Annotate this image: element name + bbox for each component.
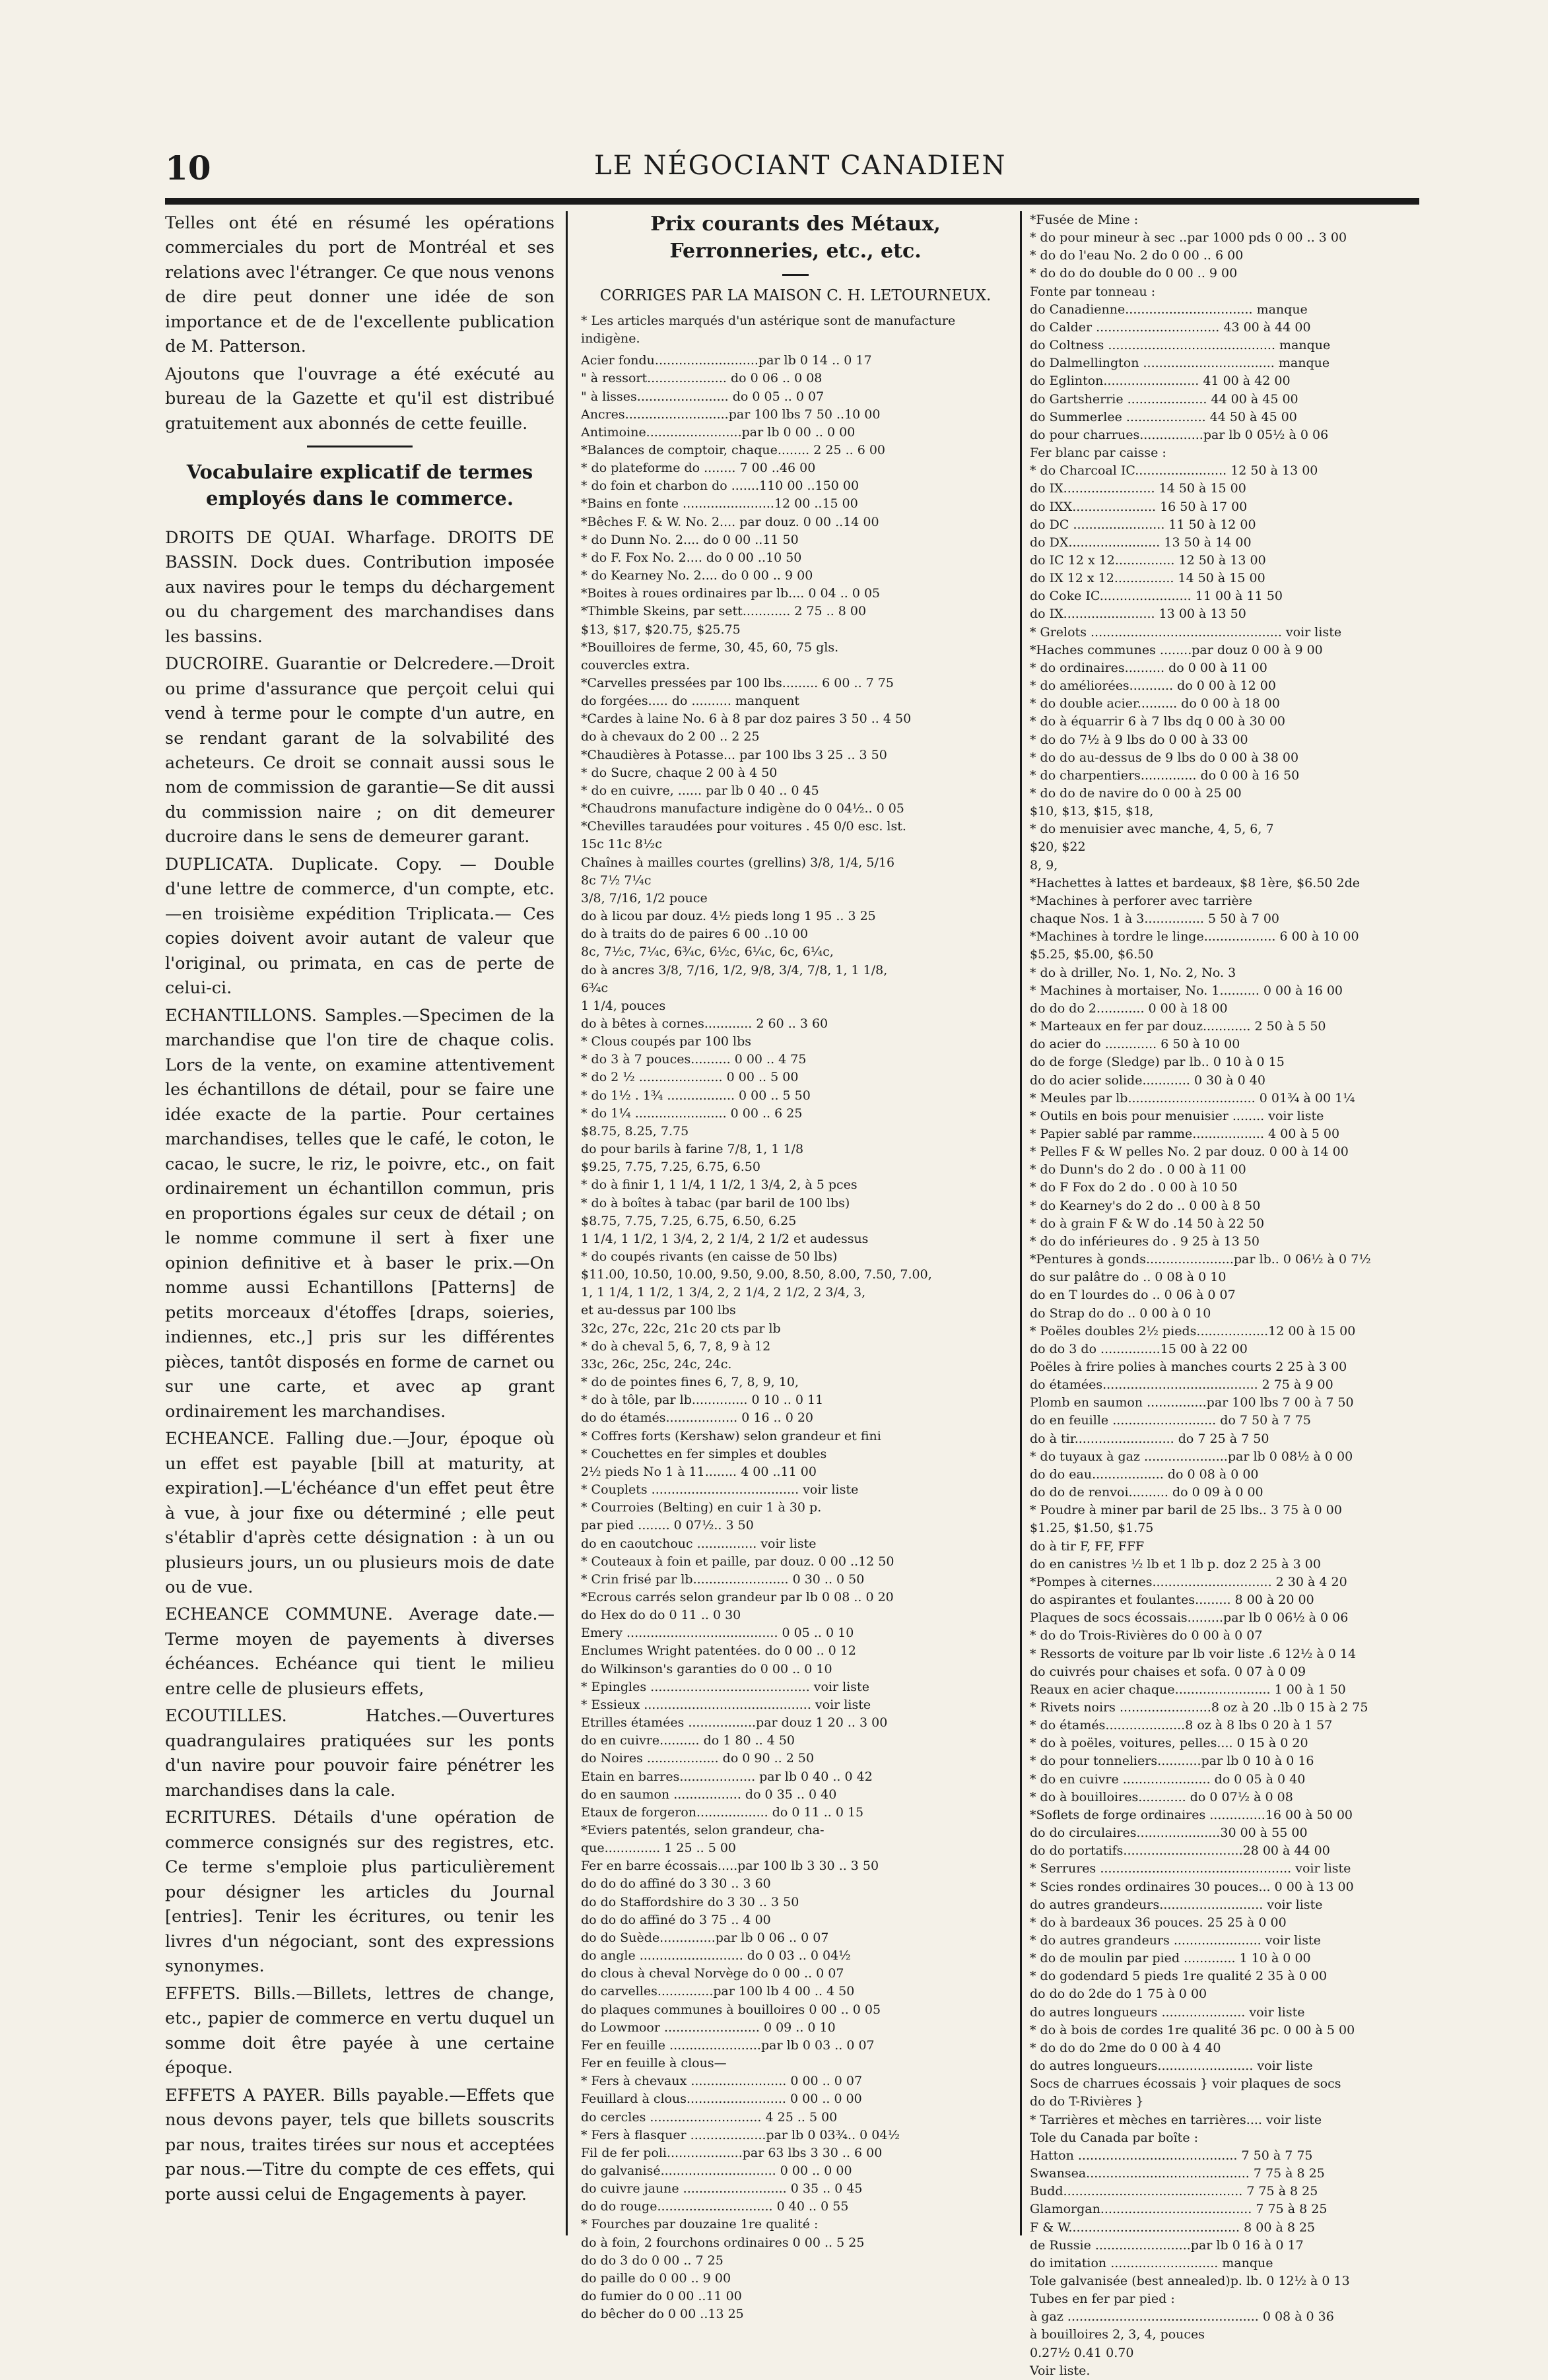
price-row: $11.00, 10.50, 10.00, 9.50, 9.00, 8.50, 8.00, 7.50, 7.00, (581, 1267, 932, 1282)
price-row: 8c, 7½c, 7¼c, 6¾c, 6½c, 6¼c, 6c, 6¼c, (581, 944, 834, 960)
price-row: *Haches communes ........par douz 0 00 à 9 00 (1030, 642, 1323, 657)
price-column-2 (1030, 211, 1426, 2378)
price-row: do à traits do de paires 6 00 ..10 00 (581, 927, 809, 942)
price-row: *Boites à roues ordinaires par lb.... 0 04 .. 0 05 (581, 586, 881, 601)
price-row: * Clous coupés par 100 lbs (581, 1034, 752, 1049)
prices-title: Prix courants des Métaux, Ferronneries, etc., etc. (650, 213, 941, 263)
price-row: 8, 9, (1030, 857, 1058, 873)
price-row: do Coke IC....................... 11 00 à 11 50 (1030, 589, 1283, 604)
price-row: do do do 2de do 1 75 à 0 00 (1030, 1987, 1207, 2002)
price-row: * Marteaux en fer par douz............ 2 50 à 5 50 (1030, 1019, 1326, 1034)
price-row: *Bains en fonte .......................12 00 ..15 00 (581, 496, 858, 512)
price-row: Swansea......................................... 7 75 à 8 25 (1030, 2166, 1325, 2181)
price-column-1 (581, 211, 1010, 2322)
price-row: * Couteaux à foin et paille, par douz. 0 00 ..12 50 (581, 1554, 894, 1569)
price-row: *Thimble Skeins, par sett............ 2 75 .. 8 00 (581, 604, 867, 619)
price-row: * do à boîtes à tabac (par baril de 100 lbs) (581, 1195, 850, 1210)
price-row: *Chaudières à Potasse... par 100 lbs 3 25 .. 3 50 (581, 747, 887, 762)
price-row: do plaques communes à bouilloires 0 00 .. 0 05 (581, 2002, 881, 2017)
header-rule (165, 198, 1419, 205)
price-list (581, 352, 1010, 2323)
text-column-vocabulary (165, 211, 555, 2235)
price-row: do pour barils à farine 7/8, 1, 1 1/8 (581, 1142, 804, 1157)
price-row: * Essieux .......................................... voir liste (581, 1697, 871, 1712)
price-row: Antimoine........................par lb 0 00 .. 0 00 (581, 424, 856, 440)
price-row: do Coltness .......................................... manque (1030, 338, 1331, 353)
price-row: " à lisses....................... do 0 05 .. 0 07 (581, 389, 824, 404)
price-row: *Machines à perforer avec tarrière (1030, 893, 1253, 908)
price-row: do autres grandeurs.......................... voir liste (1030, 1897, 1323, 1912)
price-row: do paille do 0 00 .. 9 00 (581, 2270, 731, 2286)
price-row: do do do affiné do 3 75 .. 4 00 (581, 1912, 771, 1927)
price-row: Plaques de socs écossais.........par lb 0 06½ à 0 06 (1030, 1610, 1349, 1626)
vocabulary-entry: ECHEANCE COMMUNE. Average date.—Terme moyen de payements à diverses échéances. Echéance qui tient le milieu entre celle de plusieurs effets, (165, 1604, 555, 1699)
price-row: do à licou par douz. 4½ pieds long 1 95 .. 3 25 (581, 909, 876, 924)
price-row: *Fusée de Mine : (1030, 213, 1139, 227)
price-row: do à chevaux do 2 00 .. 2 25 (581, 729, 760, 744)
price-row: * do 2 ½ ..................... 0 00 .. 5 00 (581, 1070, 799, 1085)
price-row: Etaux de forgeron.................. do 0 11 .. 0 15 (581, 1804, 864, 1820)
price-row: * Couchettes en fer simples et doubles (581, 1446, 827, 1461)
price-row: 8c 7½ 7¼c (581, 873, 652, 888)
price-row: $20, $22 (1030, 840, 1086, 855)
price-row: à gaz ................................................ 0 08 à 0 36 (1030, 2309, 1334, 2325)
price-row: do DC ....................... 11 50 à 12 00 (1030, 517, 1256, 532)
journal-title: LE NÉGOCIANT CANADIEN (594, 150, 1007, 181)
price-row: *Carvelles pressées par 100 lbs......... 6 00 .. 7 75 (581, 676, 894, 690)
prices-note: * Les articles marqués d'un astérique sont de manufacture indigène. (581, 313, 956, 347)
price-row: Feuillard à clous......................... 0 00 .. 0 00 (581, 2092, 862, 2107)
price-row: 6¾c (581, 980, 609, 995)
price-row: do à tir......................... do 7 25 à 7 50 (1030, 1431, 1269, 1446)
price-row: * do plateforme do ........ 7 00 ..46 00 (581, 461, 816, 476)
price-row: Budd............................................. 7 75 à 8 25 (1030, 2184, 1318, 2199)
price-row: * Courroies (Belting) en cuir 1 à 30 p. (581, 1500, 822, 1515)
price-row: Fonte par tonneau : (1030, 284, 1156, 299)
price-row: * do do Trois-Rivières do 0 00 à 0 07 (1030, 1628, 1263, 1643)
price-row: do imitation ........................... manque (1030, 2255, 1273, 2270)
price-row: * do do au-dessus de 9 lbs do 0 00 à 38 00 (1030, 750, 1299, 765)
price-row: do do eau.................. do 0 08 à 0 00 (1030, 1467, 1259, 1482)
price-row: Voir liste. (1030, 2363, 1091, 2378)
price-row: do IC 12 x 12............... 12 50 à 13 00 (1030, 552, 1266, 568)
price-row: * Machines à mortaiser, No. 1.......... 0 00 à 16 00 (1030, 983, 1343, 998)
price-row: do Gartsherrie .................... 44 00 à 45 00 (1030, 391, 1298, 407)
price-row: do DX....................... 13 50 à 14 00 (1030, 535, 1252, 550)
column-rule (566, 211, 568, 2235)
price-row: * do tuyaux à gaz .....................par lb 0 08½ à 0 00 (1030, 1449, 1353, 1464)
price-row: do IX....................... 13 00 à 13 50 (1030, 607, 1246, 622)
price-row: * do de moulin par pied ............. 1 10 à 0 00 (1030, 1951, 1311, 1966)
price-row: do en T lourdes do .. 0 06 à 0 07 (1030, 1288, 1236, 1303)
price-row: Socs de charrues écossais } voir plaques de socs (1030, 2076, 1341, 2092)
price-row: par pied ........ 0 07½.. 3 50 (581, 1518, 754, 1533)
price-row: *Bouilloires de ferme, 30, 45, 60, 75 gls. (581, 640, 839, 655)
price-row: do do Staffordshire do 3 30 .. 3 50 (581, 1894, 799, 1909)
price-row: * Coffres forts (Kershaw) selon grandeur et fini (581, 1428, 881, 1443)
vocabulary-entry: ECHANTILLONS. Samples.—Specimen de la marchandise que l'on tire de chaque colis. Lors de la vente, on examine attentivement les échantillons de détail, pour se faire une idée exacte de la partie. Pour certaines marchandises, telles que le café, le coton, le cacao, le sucre, le riz, le poivre, etc., on fait ordinairement un échantillon commun, pris en proportions égales sur ceux de détail ; on le nomme commune il sert à fixer une opinion definitive et à baser le prix.—On nomme aussi Echantillons [Patterns] de petits morceaux d'étoffes [draps, soieries, indiennes, etc.,] pris sur les différentes pièces, tantôt disposés en forme de carnet ou sur une carte, et avec ap grant ordinairement les marchandises. (165, 1005, 555, 1422)
price-row: Fil de fer poli...................par 63 lbs 3 30 .. 6 00 (581, 2145, 883, 2160)
price-row: do carvelles..............par 100 lb 4 00 .. 4 50 (581, 1984, 855, 1999)
price-row: *Pentures à gonds......................par lb.. 0 06½ à 0 7½ (1030, 1252, 1371, 1267)
price-row: do do portatifs..............................28 00 à 44 00 (1030, 1843, 1330, 1859)
price-row: Enclumes Wright patentées. do 0 00 .. 0 12 (581, 1643, 856, 1659)
price-row: * Couplets ..................................... voir liste (581, 1482, 859, 1498)
price-row: * do F Fox do 2 do . 0 00 à 10 50 (1030, 1180, 1238, 1195)
price-row: $9.25, 7.75, 7.25, 6.75, 6.50 (581, 1160, 760, 1175)
price-row: 1 1/4, pouces (581, 998, 666, 1013)
price-row: Ancres..........................par 100 lbs 7 50 ..10 00 (581, 407, 881, 422)
price-row: do cuivre jaune .......................... 0 35 .. 0 45 (581, 2181, 863, 2197)
price-row: à bouilloires 2, 3, 4, pouces (1030, 2327, 1205, 2342)
price-row: * do foin et charbon do .......110 00 ..150 00 (581, 479, 859, 494)
vocabulary-entry: DROITS DE QUAI. Wharfage. DROITS DE BASSIN. Dock dues. Contribution imposée aux navires pour le temps du déchargement ou du chargement des marchandises dans les bassins. (165, 527, 555, 647)
price-row: do galvanisé............................. 0 00 .. 0 00 (581, 2163, 852, 2178)
price-row: * do double acier.......... do 0 00 à 18 00 (1030, 696, 1281, 711)
price-row: 2½ pieds No 1 à 11........ 4 00 ..11 00 (581, 1464, 817, 1479)
price-row: * do à cheval 5, 6, 7, 8, 9 à 12 (581, 1339, 771, 1354)
price-row: * do en cuivre ...................... do 0 05 à 0 40 (1030, 1771, 1306, 1787)
price-row: do Hex do do 0 11 .. 0 30 (581, 1608, 741, 1623)
price-row: Reaux en acier chaque........................ 1 00 à 1 50 (1030, 1682, 1346, 1697)
price-row: * Ressorts de voiture par lb voir liste .6 12½ à 0 14 (1030, 1646, 1357, 1661)
price-row: couvercles extra. (581, 657, 690, 673)
price-row: * do améliorées........... do 0 00 à 12 00 (1030, 678, 1276, 694)
column-rule (1020, 211, 1022, 2235)
price-row: et au-dessus par 100 lbs (581, 1303, 736, 1318)
price-row: *Balances de comptoir, chaque........ 2 25 .. 6 00 (581, 442, 886, 457)
price-row: do sur palâtre do .. 0 08 à 0 10 (1030, 1270, 1227, 1285)
price-row: Fer en barre écossais.....par 100 lb 3 30 .. 3 50 (581, 1859, 879, 1874)
price-row: * do do l'eau No. 2 do 0 00 .. 6 00 (1030, 248, 1244, 263)
price-row: do en canistres ½ lb et 1 lb p. doz 2 25 à 3 00 (1030, 1556, 1321, 1571)
price-row: do Noires .................. do 0 90 .. 2 50 (581, 1751, 815, 1766)
price-row: * Serrures ................................................ voir liste (1030, 1861, 1351, 1876)
price-row: * Poudre à miner par baril de 25 lbs.. 3 75 à 0 00 (1030, 1503, 1342, 1518)
price-row: do angle .......................... do 0 03 .. 0 04½ (581, 1948, 851, 1964)
price-row: *Chevilles taraudées pour voitures . 45 0/0 esc. lst. (581, 819, 906, 834)
price-row: 32c, 27c, 22c, 21c 20 cts par lb (581, 1321, 781, 1336)
price-row: do aspirantes et foulantes......... 8 00 à 20 00 (1030, 1593, 1314, 1608)
price-row: do do acier solide............ 0 30 à 0 40 (1030, 1073, 1265, 1088)
price-row: * do coupés rivants (en caisse de 50 lbs) (581, 1249, 838, 1264)
section-divider (782, 274, 809, 276)
price-row: * do 1½ . 1¾ ................. 0 00 .. 5 50 (581, 1088, 811, 1103)
price-row: * Fers à chevaux ........................ 0 00 .. 0 07 (581, 2074, 863, 2089)
price-row: Etrilles étamées .................par douz 1 20 .. 3 00 (581, 1715, 888, 1731)
price-row: Tole galvanisée (best annealed)p. lb. 0 12½ à 0 13 (1030, 2273, 1350, 2288)
price-row: *Pompes à citernes.............................. 2 30 à 4 20 (1030, 1574, 1347, 1589)
price-row: * Outils en bois pour menuisier ........ voir liste (1030, 1108, 1324, 1123)
price-row: *Chaudrons manufacture indigène do 0 04½.. 0 05 (581, 801, 904, 816)
price-row: Fer blanc par caisse : (1030, 446, 1166, 461)
price-row: * do à poëles, voitures, pelles.... 0 15 à 0 20 (1030, 1736, 1308, 1751)
price-row: do autres longueurs ..................... voir liste (1030, 2004, 1305, 2020)
price-row: * Fers à flasquer ...................par lb 0 03¾.. 0 04½ (581, 2127, 900, 2142)
price-row: do cuivrés pour chaises et sofa. 0 07 à 0 09 (1030, 1664, 1306, 1679)
price-row: * do à grain F & W do .14 50 à 22 50 (1030, 1216, 1265, 1231)
price-row: Emery ...................................... 0 05 .. 0 10 (581, 1626, 854, 1641)
price-row: * Fourches par douzaine 1re qualité : (581, 2217, 819, 2232)
price-row: do à tir F, FF, FFF (1030, 1538, 1145, 1554)
price-row: * do do do double do 0 00 .. 9 00 (1030, 266, 1238, 281)
price-row: * do Sucre, chaque 2 00 à 4 50 (581, 765, 778, 780)
price-row: do forgées..... do .......... manquent (581, 694, 800, 709)
price-row: * do à finir 1, 1 1/4, 1 1/2, 1 3/4, 2, à 5 pces (581, 1177, 858, 1193)
price-row: do à foin, 2 fourchons ordinaires 0 00 .. 5 25 (581, 2235, 865, 2250)
price-row: * Tarrières et mèches en tarrières.... voir liste (1030, 2112, 1322, 2127)
price-row: do en saumon ................. do 0 35 .. 0 40 (581, 1787, 837, 1802)
price-row: Plomb en saumon ...............par 100 lbs 7 00 à 7 50 (1030, 1395, 1354, 1410)
price-row: $13, $17, $20.75, $25.75 (581, 622, 741, 637)
paragraph: Ajoutons que l'ouvrage a été exécuté au bureau de la Gazette et qu'il est distribué gratuitement aux abonnés de cette feuille. (165, 364, 555, 434)
price-row: do Wilkinson's garanties do 0 00 .. 0 10 (581, 1661, 832, 1676)
price-row: * Grelots ................................................ voir liste (1030, 624, 1342, 640)
prices-subtitle: CORRIGES PAR LA MAISON C. H. LETOURNEUX. (599, 287, 992, 304)
price-row: * do Dunn No. 2.... do 0 00 ..11 50 (581, 532, 799, 547)
price-row: $10, $13, $15, $18, (1030, 804, 1154, 819)
price-row: Glamorgan...................................... 7 75 à 8 25 (1030, 2202, 1328, 2217)
price-row: do do T-Rivières } (1030, 2094, 1144, 2109)
price-row: do pour charrues................par lb 0 05½ à 0 06 (1030, 427, 1329, 442)
price-row: *Eviers patentés, selon grandeur, cha- (581, 1823, 824, 1837)
price-row: * do à tôle, par lb.............. 0 10 .. 0 11 (581, 1393, 824, 1408)
price-row: * do Charcoal IC....................... 12 50 à 13 00 (1030, 463, 1318, 479)
price-row: Tole du Canada par boîte : (1030, 2130, 1199, 2145)
price-row: * do à équarrir 6 à 7 lbs dq 0 00 à 30 00 (1030, 714, 1286, 729)
price-row: do IXX..................... 16 50 à 17 00 (1030, 499, 1248, 514)
price-row: que.............. 1 25 .. 5 00 (581, 1841, 737, 1856)
price-row: do Calder ............................... 43 00 à 44 00 (1030, 319, 1311, 335)
price-row: do de forge (Sledge) par lb.. 0 10 à 0 15 (1030, 1055, 1285, 1070)
price-row: *Cardes à laine No. 6 à 8 par doz paires 3 50 .. 4 50 (581, 711, 912, 727)
price-row: * do do inférieures do . 9 25 à 13 50 (1030, 1234, 1260, 1249)
price-row: Poëles à frire polies à manches courts 2 25 à 3 00 (1030, 1360, 1347, 1374)
price-row: *Ecrous carrés selon grandeur par lb 0 08 .. 0 20 (581, 1589, 894, 1604)
price-row: do en feuille .......................... do 7 50 à 7 75 (1030, 1413, 1311, 1428)
vocabulary-entry: ECRITURES. Détails d'une opération de commerce consignés sur des registres, etc. Ce terme s'emploie plus particulièrement pour désigner les articles du Journal [entries]. Tenir les écritures, ou tenir les livres d'un négociant, sont des expressions synonymes. (165, 1808, 555, 1977)
price-row: * Rivets noirs .......................8 oz à 20 ..lb 0 15 à 2 75 (1030, 1700, 1368, 1715)
price-row: 33c, 26c, 25c, 24c, 24c. (581, 1356, 732, 1372)
price-row: * do en cuivre, ...... par lb 0 40 .. 0 45 (581, 783, 819, 798)
price-row: * do do 7½ à 9 lbs do 0 00 à 33 00 (1030, 732, 1248, 747)
price-row: * do pour tonneliers...........par lb 0 10 à 0 16 (1030, 1754, 1314, 1769)
price-row: Hatton ........................................ 7 50 à 7 75 (1030, 2148, 1313, 2163)
price-row: * do à driller, No. 1, No. 2, No. 3 (1030, 965, 1236, 980)
price-row: * do F. Fox No. 2.... do 0 00 ..10 50 (581, 550, 802, 565)
vocabulary-entry: DUCROIRE. Guarantie or Delcredere.—Droit ou prime d'assurance que perçoit celui qui vend à terme pour le compte d'un autre, en se rendant garant de la solvabilité des acheteurs. Ce droit se connait aussi sous le nom de commission de garantie—Se dit aussi du commission naire ; on dit demeurer ducroire dans le sens de demeurer garant. (165, 654, 555, 847)
price-row: Acier fondu..........................par lb 0 14 .. 0 17 (581, 353, 872, 368)
price-row: * Scies rondes ordinaires 30 pouces... 0 00 à 13 00 (1030, 1879, 1354, 1894)
price-row: * Epingles ........................................ voir liste (581, 1679, 869, 1694)
price-row: * Pelles F & W pelles No. 2 par douz. 0 00 à 14 00 (1030, 1144, 1349, 1160)
price-row: de Russie ........................par lb 0 16 à 0 17 (1030, 2237, 1304, 2253)
price-row: * do pour mineur à sec ..par 1000 pds 0 00 .. 3 00 (1030, 230, 1347, 246)
price-row: do en cuivre.......... do 1 80 .. 4 50 (581, 1733, 795, 1748)
price-row: * do 1¼ ....................... 0 00 .. 6 25 (581, 1106, 803, 1121)
vocabulary-entry: DUPLICATA. Duplicate. Copy. — Double d'une lettre de commerce, d'un compte, etc. —en troisième expédition Triplicata.— Ces copies doivent avoir autant de valeur que l'original, ou primata, en cas de perte de celui-ci. (165, 854, 555, 999)
price-row: do Lowmoor ........................ 0 09 .. 0 10 (581, 2020, 836, 2035)
paragraph: Telles ont été en résumé les opérations commerciales du port de Montréal et ses relations avec l'étranger. Ce que nous venons de dire peut donner une idée de son importance et de de l'excellente publication de M. Patterson. (165, 213, 555, 357)
price-list (1030, 211, 1426, 2380)
price-row: * do Kearney's do 2 do .. 0 00 à 8 50 (1030, 1198, 1261, 1213)
price-row: Etain en barres................... par lb 0 40 .. 0 42 (581, 1769, 873, 1784)
price-row: * do do do 2me do 0 00 à 4 40 (1030, 2040, 1221, 2055)
price-row: do Strap do do .. 0 00 à 0 10 (1030, 1306, 1211, 1321)
price-row: 1 1/4, 1 1/2, 1 3/4, 2, 2 1/4, 2 1/2 et audessus (581, 1231, 869, 1246)
price-row: do étamées....................................... 2 75 à 9 00 (1030, 1377, 1333, 1393)
price-row: do do étamés.................. 0 16 .. 0 20 (581, 1410, 814, 1426)
price-row: * Meules par lb................................ 0 01¾ à 00 1¼ (1030, 1090, 1355, 1106)
price-row: * do étamés....................8 oz à 8 lbs 0 20 à 1 57 (1030, 1718, 1333, 1733)
price-row: do do rouge............................. 0 40 .. 0 55 (581, 2199, 849, 2214)
vocabulary-entry: ECHEANCE. Falling due.—Jour, époque où un effet est payable [bill at maturity, at expiration].—L'échéance d'un effet peut être à vue, à jour fixe ou déterminé ; elle peut s'établir d'après cette désignation : à un ou plusieurs jours, un ou plusieurs mois de date ou de vue. (165, 1429, 555, 1597)
price-row: * do godendard 5 pieds 1re qualité 2 35 à 0 00 (1030, 1969, 1328, 1984)
price-row: do clous à cheval Norvège do 0 00 .. 0 07 (581, 1966, 844, 1981)
price-row: * do menuisier avec manche, 4, 5, 6, 7 (1030, 822, 1274, 837)
price-row: 3/8, 7/16, 1/2 pouce (581, 890, 708, 906)
price-row: do IX 12 x 12............... 14 50 à 15 00 (1030, 571, 1265, 586)
price-row: Fer en feuille .......................par lb 0 03 .. 0 07 (581, 2037, 875, 2053)
section-divider (307, 446, 413, 447)
price-row: do do 3 do ...............15 00 à 22 00 (1030, 1341, 1248, 1356)
price-row: * do ordinaires.......... do 0 00 à 11 00 (1030, 660, 1267, 675)
price-row: do autres longueurs........................ voir liste (1030, 2059, 1313, 2074)
price-row: * do Kearney No. 2.... do 0 00 .. 9 00 (581, 568, 813, 583)
price-row: 0.27½ 0.41 0.70 (1030, 2345, 1134, 2360)
vocabulary-entry: EFFETS. Bills.—Billets, lettres de change, etc., papier de commerce en vertu duquel un somme doit être payée à une certaine époque. (165, 1983, 555, 2078)
price-row: do do de renvoi.......... do 0 09 à 0 00 (1030, 1485, 1263, 1500)
price-row: do fumier do 0 00 ..11 00 (581, 2289, 742, 2304)
vocabulary-entry: ECOUTILLES. Hatches.—Ouvertures quadrangulaires pratiquées sur les ponts d'un navire pour pouvoir faire pénétrer les marchandises dans la cale. (165, 1706, 555, 1801)
price-row: 15c 11c 8½c (581, 837, 662, 852)
price-row: * do charpentiers.............. do 0 00 à 16 50 (1030, 768, 1300, 783)
price-row: Chaînes à mailles courtes (grellins) 3/8, 1/4, 5/16 (581, 855, 895, 870)
price-row: do do 3 do 0 00 .. 7 25 (581, 2253, 724, 2268)
price-row: Tubes en fer par pied : (1030, 2292, 1175, 2307)
price-row: do do do 2............ 0 00 à 18 00 (1030, 1001, 1228, 1016)
price-row: * do à bardeaux 36 pouces. 25 25 à 0 00 (1030, 1915, 1287, 1930)
price-row: do Summerlee .................... 44 50 à 45 00 (1030, 409, 1297, 424)
price-row: 1, 1 1/4, 1 1/2, 1 3/4, 2, 2 1/4, 2 1/2, 2 3/4, 3, (581, 1285, 866, 1300)
price-row: * do autres grandeurs ...................... voir liste (1030, 1933, 1321, 1948)
price-row: $8.75, 7.75, 7.25, 6.75, 6.50, 6.25 (581, 1213, 797, 1228)
price-row: do cercles ............................ 4 25 .. 5 00 (581, 2109, 838, 2125)
price-row: * do à bouilloires............ do 0 07½ à 0 08 (1030, 1789, 1293, 1804)
price-row: *Hachettes à lattes et bardeaux, $8 1ère, $6.50 2de (1030, 875, 1361, 890)
price-row: chaque Nos. 1 à 3............... 5 50 à 7 00 (1030, 911, 1280, 927)
vocabulary-entries (165, 526, 555, 2207)
price-row: * Poëles doubles 2½ pieds..................12 00 à 15 00 (1030, 1323, 1356, 1339)
price-row: * Crin frisé par lb........................ 0 30 .. 0 50 (581, 1571, 865, 1587)
price-row: do do do affiné do 3 30 .. 3 60 (581, 1876, 771, 1892)
price-row: Fer en feuille à clous— (581, 2056, 727, 2071)
price-row: * Papier sablé par ramme.................. 4 00 à 5 00 (1030, 1126, 1340, 1141)
price-row: " à ressort.................... do 0 06 .. 0 08 (581, 371, 823, 386)
price-row: do IX....................... 14 50 à 15 00 (1030, 481, 1246, 496)
price-row: *Soflets de forge ordinaires ..............16 00 à 50 00 (1030, 1807, 1353, 1822)
price-row: do bêcher do 0 00 ..13 25 (581, 2307, 744, 2322)
price-row: do do circulaires.....................30 00 à 55 00 (1030, 1826, 1308, 1841)
vocabulary-title: Vocabulaire explicatif de termes employés dans le commerce. (186, 461, 533, 510)
price-row: * do do de navire do 0 00 à 25 00 (1030, 786, 1242, 801)
price-row: do Dalmellington ................................. manque (1030, 356, 1330, 371)
price-row: do do Suède..............par lb 0 06 .. 0 07 (581, 1930, 829, 1945)
price-row: *Machines à tordre le linge.................. 6 00 à 10 00 (1030, 929, 1359, 944)
price-row: $1.25, $1.50, $1.75 (1030, 1521, 1154, 1536)
price-row: do en caoutchouc ............... voir liste (581, 1536, 817, 1551)
price-row: do à bêtes à cornes............ 2 60 .. 3 60 (581, 1016, 828, 1031)
price-row: * do Dunn's do 2 do . 0 00 à 11 00 (1030, 1162, 1246, 1177)
price-row: do Eglinton........................ 41 00 à 42 00 (1030, 374, 1291, 389)
price-row: * do à bois de cordes 1re qualité 36 pc. 0 00 à 5 00 (1030, 2022, 1355, 2037)
price-row: do acier do ............. 6 50 à 10 00 (1030, 1037, 1240, 1052)
price-row: * do de pointes fines 6, 7, 8, 9, 10, (581, 1375, 799, 1390)
price-row: $5.25, $5.00, $6.50 (1030, 947, 1154, 962)
price-row: F & W........................................... 8 00 à 8 25 (1030, 2220, 1316, 2235)
price-row: do Canadienne................................ manque (1030, 302, 1308, 317)
price-row: * do 3 à 7 pouces.......... 0 00 .. 4 75 (581, 1052, 807, 1067)
price-row: do à ancres 3/8, 7/16, 1/2, 9/8, 3/4, 7/8, 1, 1 1/8, (581, 962, 888, 977)
vocabulary-entry: EFFETS A PAYER. Bills payable.—Effets que nous devons payer, tels que billets souscrits par nous, traites tirées sur nous et acceptées par nous.—Titre du compte de ces effets, qui porte aussi celui de Engagements à payer. (165, 2085, 555, 2204)
page-number: 10 (165, 149, 211, 187)
price-row: *Bêches F. & W. No. 2.... par douz. 0 00 ..14 00 (581, 514, 879, 529)
price-row: $8.75, 8.25, 7.75 (581, 1123, 689, 1139)
